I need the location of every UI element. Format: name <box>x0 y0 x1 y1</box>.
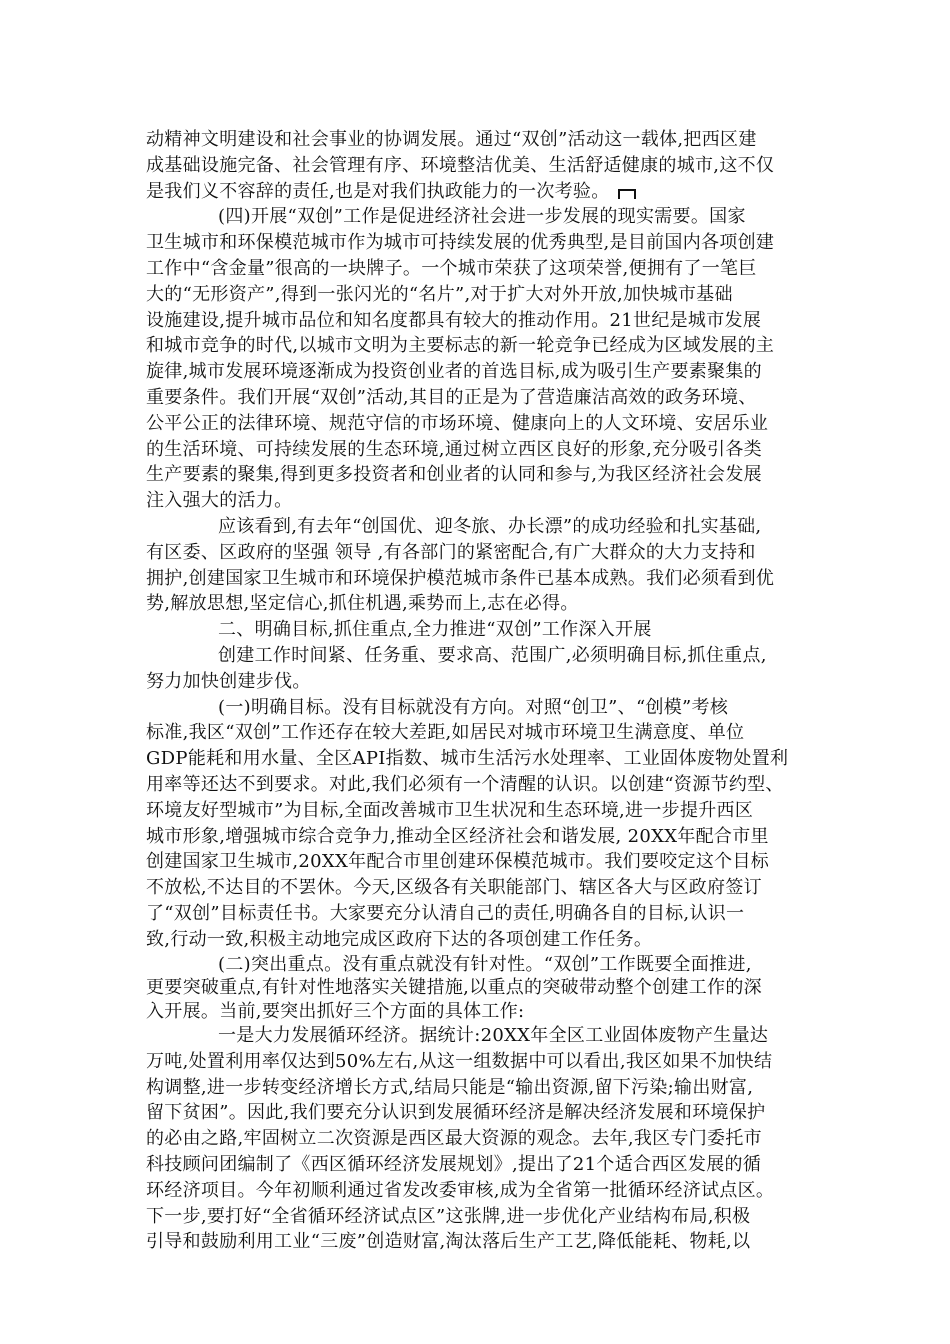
text-line <box>146 359 826 385</box>
line-text: 公平公正的法律环境、规范守信的市场环境、健康向上的人文环境、安居乐业 <box>146 412 769 434</box>
text-line <box>146 308 826 334</box>
line-text: 拥护,创建国家卫生城市和环境保护模范城市条件已基本成熟。我们必须看到优 <box>146 567 775 589</box>
text-line <box>146 669 826 695</box>
line-text: 卫生城市和环保模范城市作为城市可持续发展的优秀典型,是目前国内各项创建 <box>146 232 775 254</box>
line-text: 致,行动一致,积极主动地完成区政府下达的各项创建工作任务。 <box>146 928 653 950</box>
line-text: 重要条件。我们开展“双创”活动,其目的正是为了营造廉洁高效的政务环境、 <box>146 386 757 408</box>
text-line <box>146 901 826 927</box>
text-line <box>146 204 826 230</box>
line-text: 不放松,不达目的不罢休。今天,区级各有关职能部门、辖区各大与区政府签订 <box>146 877 762 899</box>
text-line <box>146 411 826 437</box>
text-line <box>146 230 826 256</box>
text-line <box>146 591 826 617</box>
bracket-mark-icon <box>618 189 636 199</box>
text-line <box>146 772 826 798</box>
line-text: 生产要素的聚集,得到更多投资者和创业者的认同和参与,为我区经济社会发展 <box>146 464 762 486</box>
text-line <box>146 1229 826 1255</box>
line-text: 万吨,处置利用率仅达到50%左右,从这一组数据中可以看出,我区如果不加快结 <box>146 1050 773 1072</box>
text-line <box>146 643 826 669</box>
line-text: 留下贫困”。因此,我们要充分认识到发展循环经济是解决经济发展和环境保护 <box>146 1102 766 1124</box>
text-line <box>146 849 826 875</box>
line-text: 动精神文明建设和社会事业的协调发展。通过“双创”活动这一载体,把西区建 <box>146 129 757 150</box>
line-text: 是我们义不容辞的责任,也是对我们执政能力的一次考验。 <box>146 180 610 202</box>
text-line <box>146 976 826 1000</box>
text-line <box>146 875 826 901</box>
text-line <box>146 256 826 282</box>
text-line <box>146 720 826 746</box>
line-text: (四)开展“双创”工作是促进经济社会进一步发展的现实需要。国家 <box>218 206 746 228</box>
line-text: 势,解放思想,坚定信心,抓住机遇,乘势而上,志在必得。 <box>146 593 579 615</box>
text-line <box>146 333 826 359</box>
line-text: 二、明确目标,抓住重点,全力推进“双创”工作深入开展 <box>218 619 652 641</box>
text-line <box>146 282 826 308</box>
line-text: 下一步,要打好“全省循环经济试点区”这张牌,进一步优化产业结构布局,积极 <box>146 1205 751 1227</box>
text-line <box>146 953 826 977</box>
line-text: (二)突出重点。没有重点就没有针对性。“双创”工作既要全面推进, <box>218 953 752 975</box>
line-text: 创建国家卫生城市,20XX年配合市里创建环保模范城市。我们要咬定这个目标 <box>146 851 770 873</box>
line-text: 有区委、区政府的坚强 领导 ,有各部门的紧密配合,有广大群众的大力支持和 <box>146 541 756 563</box>
line-text: GDP能耗和用水量、全区API指数、城市生活污水处理率、工业固体废物处置利 <box>146 748 789 770</box>
line-text: 大的“无形资产”,得到一张闪光的“名片”,对于扩大对外开放,加快城市基础 <box>146 283 733 305</box>
line-text: 工作中“含金量”很高的一块牌子。一个城市荣获了这项荣誉,便拥有了一笔巨 <box>146 257 757 279</box>
line-text: 应该看到,有去年“创国优、迎冬旅、办长漂”的成功经验和扎实基础, <box>218 515 762 537</box>
line-text: 构调整,进一步转变经济增长方式,结局只能是“输出资源,留下污染;输出财富, <box>146 1076 754 1098</box>
line-text: 用率等还达不到要求。对此,我们必须有一个清醒的认识。以创建“资源节约型、 <box>146 773 784 795</box>
text-line <box>146 488 826 514</box>
text-line <box>146 1126 826 1152</box>
text-line <box>146 514 826 540</box>
text-line <box>146 824 826 850</box>
line-text: 环境友好型城市”为目标,全面改善城市卫生状况和生态环境,进一步提升西区 <box>146 799 754 821</box>
text-line <box>146 385 826 411</box>
text-line <box>146 695 826 721</box>
text-line <box>146 798 826 824</box>
line-text: 努力加快创建步伐。 <box>146 670 311 692</box>
text-line <box>146 927 826 953</box>
line-text: 引导和鼓励利用工业“三废”创造财富,淘汰落后生产工艺,降低能耗、物耗,以 <box>146 1231 751 1253</box>
line-text: 的生活环境、可持续发展的生态环境,通过树立西区良好的形象,充分吸引各类 <box>146 438 762 460</box>
line-text: 科技顾问团编制了《西区循环经济发展规划》,提出了21个适合西区发展的循 <box>146 1153 762 1175</box>
text-line <box>146 1023 826 1049</box>
text-line <box>146 746 826 772</box>
text-line <box>146 540 826 566</box>
line-text: 了“双创”目标责任书。大家要充分认清自己的责任,明确各自的目标,认识一 <box>146 902 745 924</box>
line-text: (一)明确目标。没有目标就没有方向。对照“创卫”、“创模”考核 <box>218 696 729 718</box>
text-line <box>146 1049 826 1075</box>
text-line <box>146 437 826 463</box>
line-text: 注入强大的活力。 <box>146 490 293 512</box>
text-line <box>146 462 826 488</box>
line-text: 入开展。当前,要突出抓好三个方面的具体工作: <box>146 1000 525 1022</box>
text-line <box>146 1152 826 1178</box>
text-line <box>146 127 826 153</box>
text-line <box>146 1100 826 1126</box>
text-line <box>146 617 826 643</box>
line-text: 的必由之路,牢固树立二次资源是西区最大资源的观念。去年,我区专门委托市 <box>146 1128 762 1150</box>
line-text: 更要突破重点,有针对性地落实关键措施,以重点的突破带动整个创建工作的深 <box>146 977 762 998</box>
line-text: 和城市竞争的时代,以城市文明为主要标志的新一轮竞争已经成为区域发展的主 <box>146 335 775 357</box>
line-text: 一是大力发展循环经济。据统计:20XX年全区工业固体废物产生量达 <box>218 1025 769 1046</box>
document-body <box>146 127 826 1255</box>
text-line <box>146 153 826 179</box>
line-text: 成基础设施完备、社会管理有序、环境整洁优美、生活舒适健康的城市,这不仅 <box>146 154 775 176</box>
text-line <box>146 566 826 592</box>
text-line <box>146 1178 826 1204</box>
line-text: 设施建设,提升城市品位和知名度都具有较大的推动作用。21世纪是城市发展 <box>146 309 762 331</box>
text-line <box>146 179 826 205</box>
line-text: 旋律,城市发展环境逐渐成为投资创业者的首选目标,成为吸引生产要素聚集的 <box>146 361 762 383</box>
line-text: 创建工作时间紧、任务重、要求高、范围广,必须明确目标,抓住重点, <box>218 644 767 666</box>
line-text: 环经济项目。今年初顺利通过省发改委审核,成为全省第一批循环经济试点区。 <box>146 1179 775 1201</box>
text-line <box>146 1075 826 1101</box>
line-text: 标准,我区“双创”工作还存在较大差距,如居民对城市环境卫生满意度、单位 <box>146 722 745 744</box>
text-line <box>146 1204 826 1230</box>
line-text: 城市形象,增强城市综合竞争力,推动全区经济社会和谐发展, 20XX年配合市里 <box>146 825 769 847</box>
text-line <box>146 1000 826 1024</box>
